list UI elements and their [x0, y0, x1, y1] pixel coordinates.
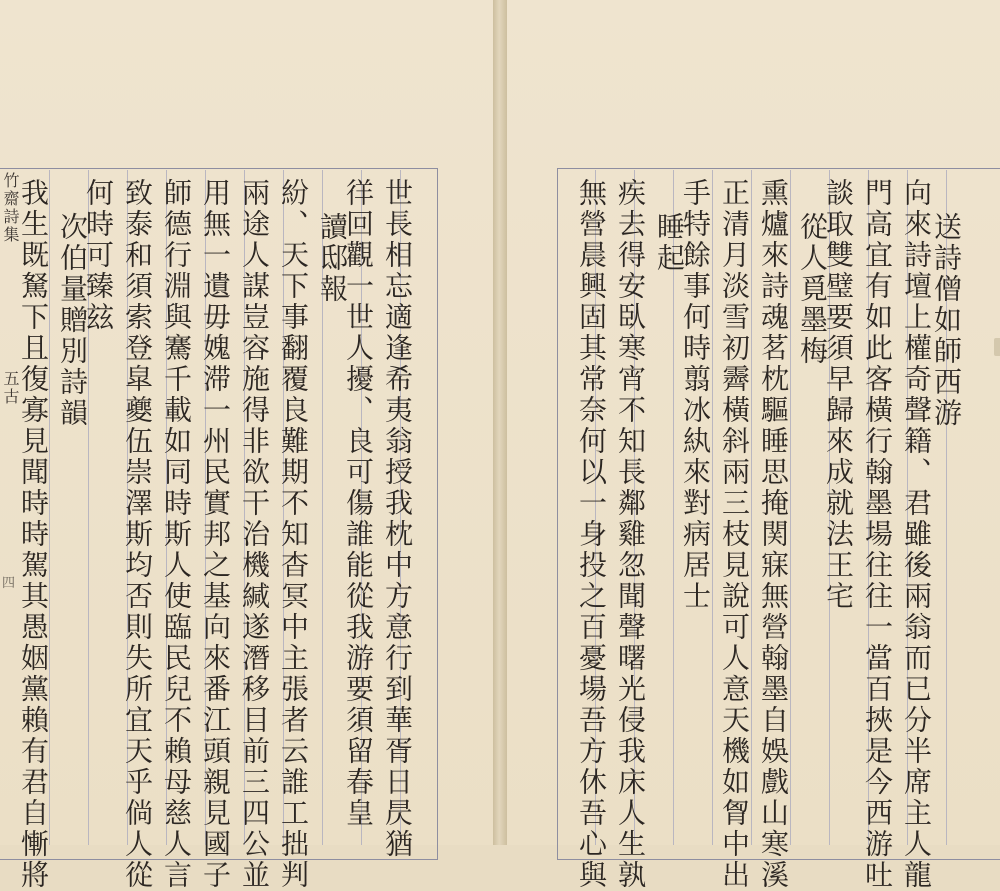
text-column: 用無一遺毋媿滞一州民實邦之基向來番江頭親見國子	[199, 178, 232, 891]
book-title-margin: 竹齋詩集	[1, 172, 20, 244]
text-column: 兩途人謀豈容施得非欲干治機緘遂潛移目前三四公並	[238, 178, 271, 891]
text-column: 無營晨興固其常奈何以一身投之百憂場吾方休吾心與	[575, 178, 608, 891]
column-rule	[751, 170, 752, 845]
book-gutter	[493, 0, 507, 845]
poem-title: 送詩僧如師西游	[930, 212, 963, 429]
poem-title: 讀邸報	[316, 212, 349, 305]
text-column: 熏爐來詩魂茗枕驅睡思掩関寐無營翰墨自娛戲山寒溪	[757, 178, 790, 891]
poem-title: 從人覓墨梅	[796, 212, 829, 367]
text-column: 手特餘事何時翦冰紈來對病居士	[679, 178, 712, 612]
column-rule	[712, 170, 713, 845]
text-column: 世長相忘適逢希夷翁授我枕中方意行到華胥日昃猶	[381, 178, 414, 860]
text-column: 徉回觀一世人擾、良可傷誰能從我游要須留春皇	[342, 178, 375, 829]
section-number-margin: 五古	[1, 370, 20, 406]
text-column: 正清月淡雪初霽橫斜兩三枝見說可人意天機如胷中出	[718, 178, 751, 891]
column-rule	[790, 170, 791, 845]
text-column: 我生既駑下且復寡見聞時時駕其愚姻黨賴有君自慚將	[17, 178, 50, 891]
poem-title: 次伯量贈別詩韻	[56, 212, 89, 429]
text-column: 疾去得安臥寒宵不知長鄰雞忽聞聲曙光侵我床人生孰	[614, 178, 647, 891]
text-column: 何時可臻玆	[82, 178, 115, 333]
text-column: 紛、天下事翻覆良難期不知杳冥中主張者云誰工拙判	[277, 178, 310, 891]
text-column: 師德行淵與騫千載如同時斯人使臨民兒不賴母慈人言	[160, 178, 193, 891]
text-column: 門高宜有如此客橫行翰墨場往往一當百挾是今西游吐	[861, 178, 894, 891]
text-column: 向來詩壇上權奇聲籍、君雖後兩翁而已分半席主人龍	[900, 178, 933, 891]
text-column: 談取雙璧要須早歸來成就法王宅	[822, 178, 855, 612]
text-column: 致泰和須索登皐夔伍崇澤斯均否則失所宜天乎倘人從	[121, 178, 154, 891]
folio-number: 四	[2, 576, 16, 591]
poem-title: 睡起	[653, 212, 686, 274]
